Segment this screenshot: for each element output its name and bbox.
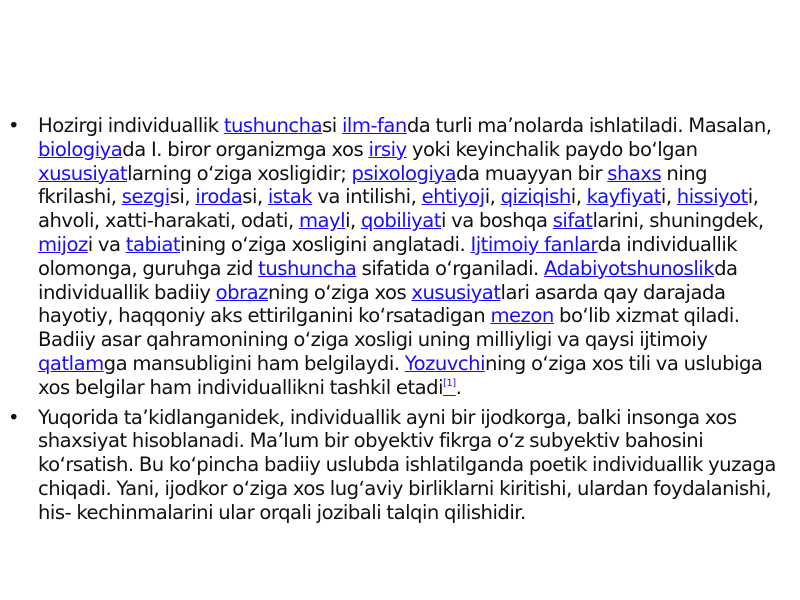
inline-link[interactable]: biologiya [38, 137, 123, 161]
text-segment: larini, shuningdek, [592, 209, 764, 233]
inline-link[interactable]: Ijtimoiy fanlar [470, 232, 598, 256]
inline-link[interactable]: istak [267, 185, 313, 209]
inline-link[interactable]: iroda [195, 185, 243, 209]
text-segment: lari asarda qay darajada hayotiy, haqqoniy aks ettirilganini koʻrsatadigan [38, 280, 726, 328]
inline-link[interactable]: irsiy [368, 137, 407, 161]
text-segment: larning oʻziga xosligidir; [127, 161, 352, 185]
inline-link[interactable]: tushuncha [223, 114, 323, 137]
text-segment: i, ahvoli, xatti-harakati, odati, [38, 185, 759, 233]
inline-link[interactable]: Yozuvchi [404, 351, 486, 375]
inline-link[interactable]: mayl [298, 209, 346, 233]
inline-link[interactable]: psixologiya [351, 161, 457, 185]
inline-link[interactable]: qobiliyat [360, 209, 441, 233]
text-segment: Hozirgi individuallik [38, 114, 224, 137]
inline-link[interactable]: obraz [215, 280, 268, 304]
inline-link[interactable]: xususiyat [411, 280, 501, 304]
inline-link[interactable]: xususiyat [38, 161, 128, 185]
inline-link[interactable]: qatlam [38, 351, 104, 375]
text-segment: da turli ma’nolarda ishlatiladi. Masalan, [406, 114, 772, 137]
bullet-paragraph [8, 406, 790, 525]
text-segment: ning oʻziga xos tili va uslubiga xos belgilar ham individuallikni tashkil etadi [38, 351, 763, 399]
inline-link[interactable]: ehtiyoj [421, 185, 485, 209]
text-segment: sifatida oʻrganiladi. [356, 256, 545, 280]
text-segment: si [322, 114, 342, 137]
inline-link[interactable]: sifat [552, 209, 593, 233]
bullet-dot: • [8, 405, 20, 429]
inline-link[interactable]: qiziqish [500, 185, 571, 209]
text-segment: si, [169, 185, 196, 209]
footnote-sup: [1] [443, 377, 456, 389]
text-segment: ining oʻziga xosligini anglatadi. [180, 232, 471, 256]
text-segment: da I. biror organizmga xos [122, 137, 369, 161]
text-segment: da individuallik olomonga, guruhga zid [38, 232, 738, 280]
inline-link[interactable]: shaxs [607, 161, 662, 185]
inline-link[interactable]: ilm-fan [341, 114, 407, 137]
text-segment: i, [345, 209, 361, 233]
footnote-link[interactable] [443, 376, 456, 399]
text-segment: i va [87, 232, 126, 256]
inline-link[interactable]: sezgi [121, 185, 170, 209]
text-segment: da muayyan bir [456, 161, 608, 185]
text-segment: i, [570, 185, 587, 209]
bullet-list [8, 114, 790, 531]
text-segment: si, [242, 185, 268, 209]
text-segment: ga mansubligini ham belgilaydi. [103, 351, 405, 375]
inline-link[interactable]: tushuncha [258, 256, 357, 280]
text-segment: va intilishi, [312, 185, 422, 209]
inline-link[interactable]: hissiyot [676, 185, 748, 209]
bullet-paragraph [8, 114, 790, 400]
inline-link[interactable]: mijoz [38, 232, 88, 256]
text-segment: Yuqorida ta’kidlanganidek, individuallik ayni bir ijodkorga, balki insonga xos shaxsiyat hisoblanadi. Ma’lum bir obyektiv fikrga oʻz subyektiv bahosini koʻrsatish. Bu koʻpincha badiiy uslubda ishlatilganda poetik individuallik yuzaga chiqadi. Yani, ijodkor oʻziga xos lugʻaviy birliklarni kiritishi, ulardan foydalanishi, his- kechinmalarini ular orqali jozibali talqin qilishidir. [38, 405, 776, 524]
text-segment: i va boshqa [440, 209, 553, 233]
inline-link[interactable]: kayfiyat [586, 185, 661, 209]
text-segment: yoki keyinchalik paydo boʻlgan [406, 137, 698, 161]
text-segment: ning fkrilashi, [38, 161, 708, 209]
text-segment: da individuallik badiiy [38, 256, 738, 304]
text-segment: ning oʻziga xos [267, 280, 412, 304]
inline-link[interactable]: mezon [490, 304, 554, 328]
text-segment: boʻlib xizmat qiladi. Badiiy asar qahramonining oʻziga xosligi uning milliyligi va qaysi ijtimoiy [38, 304, 740, 352]
bullet-dot: • [8, 114, 20, 137]
inline-link[interactable]: tabiat [125, 232, 181, 256]
text-segment: . [455, 375, 462, 399]
text-segment: i, [484, 185, 501, 209]
inline-link[interactable]: Adabiyotshunoslik [544, 256, 715, 280]
text-segment: i, [660, 185, 677, 209]
